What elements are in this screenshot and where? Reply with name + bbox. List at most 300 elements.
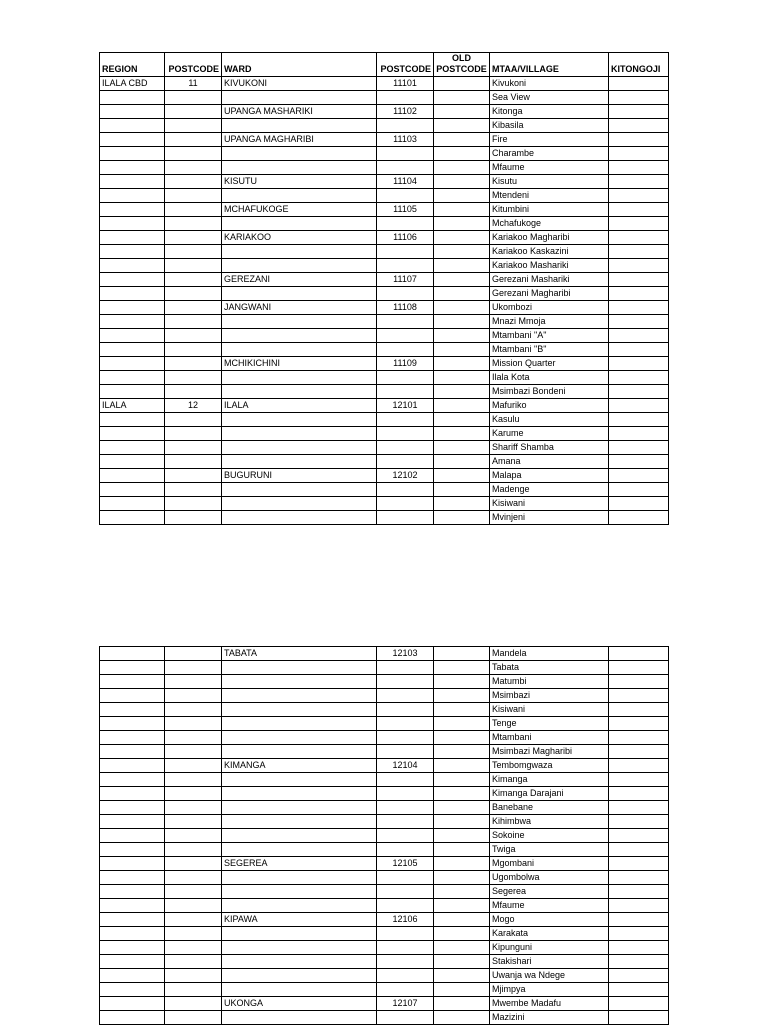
ward-postcode-cell <box>377 1011 434 1025</box>
kitongoji-cell <box>609 675 669 689</box>
ward-postcode-cell <box>377 941 434 955</box>
mtaa-cell: Uwanja wa Ndege <box>490 969 609 983</box>
ward-postcode-cell <box>377 371 434 385</box>
ward-cell <box>222 871 377 885</box>
ward-postcode-cell <box>377 217 434 231</box>
mtaa-cell: Mnazi Mmoja <box>490 315 609 329</box>
ward-cell <box>222 829 377 843</box>
postcode-cell <box>165 147 222 161</box>
kitongoji-cell <box>609 161 669 175</box>
region-cell <box>100 955 165 969</box>
kitongoji-cell <box>609 147 669 161</box>
kitongoji-cell <box>609 133 669 147</box>
postcode-cell <box>165 759 222 773</box>
ward-postcode-cell <box>377 483 434 497</box>
kitongoji-cell <box>609 955 669 969</box>
mtaa-cell: Sokoine <box>490 829 609 843</box>
region-cell <box>100 703 165 717</box>
ward-cell <box>222 217 377 231</box>
old-postcode-cell <box>434 245 490 259</box>
old-postcode-cell <box>434 259 490 273</box>
kitongoji-cell <box>609 427 669 441</box>
region-cell <box>100 661 165 675</box>
postcode-cell <box>165 273 222 287</box>
kitongoji-cell <box>609 329 669 343</box>
region-cell <box>100 203 165 217</box>
table-row <box>100 385 669 399</box>
old-postcode-cell <box>434 773 490 787</box>
old-postcode-cell <box>434 745 490 759</box>
kitongoji-cell <box>609 189 669 203</box>
ward-postcode-cell <box>377 455 434 469</box>
ward-postcode-cell: 11105 <box>377 203 434 217</box>
ward-postcode-cell <box>377 703 434 717</box>
region-cell <box>100 829 165 843</box>
kitongoji-cell <box>609 927 669 941</box>
mtaa-cell: Kasulu <box>490 413 609 427</box>
ward-postcode-cell <box>377 661 434 675</box>
old-postcode-cell <box>434 413 490 427</box>
postcode-cell <box>165 189 222 203</box>
table-row <box>100 497 669 511</box>
mtaa-cell: Gerezani Magharibi <box>490 287 609 301</box>
postcode-table-bottom <box>99 646 669 1025</box>
table-row <box>100 287 669 301</box>
table-row <box>100 203 669 217</box>
old-postcode-cell <box>434 469 490 483</box>
kitongoji-cell <box>609 357 669 371</box>
mtaa-cell: Kihimbwa <box>490 815 609 829</box>
ward-postcode-cell <box>377 161 434 175</box>
ward-postcode-cell <box>377 119 434 133</box>
mtaa-cell: Mazizini <box>490 1011 609 1025</box>
postcode-cell <box>165 301 222 315</box>
postcode-cell <box>165 203 222 217</box>
kitongoji-cell <box>609 913 669 927</box>
old-postcode-cell <box>434 231 490 245</box>
postcode-cell <box>165 231 222 245</box>
table-row <box>100 343 669 357</box>
old-postcode-cell <box>434 511 490 525</box>
postcode-header: POSTCODE <box>165 53 222 77</box>
ward-cell <box>222 259 377 273</box>
postcode-cell <box>165 1011 222 1025</box>
ward-cell: UPANGA MAGHARIBI <box>222 133 377 147</box>
table-row <box>100 941 669 955</box>
postcode-cell <box>165 441 222 455</box>
kitongoji-cell <box>609 483 669 497</box>
mtaa-cell: Tabata <box>490 661 609 675</box>
postcode-cell <box>165 329 222 343</box>
mtaa-cell: Mtambani "A" <box>490 329 609 343</box>
kitongoji-cell <box>609 843 669 857</box>
postcode-cell <box>165 955 222 969</box>
ward-postcode-cell: 11102 <box>377 105 434 119</box>
region-cell <box>100 885 165 899</box>
postcode-cell <box>165 745 222 759</box>
ward-cell: MCHAFUKOGE <box>222 203 377 217</box>
ward-postcode-cell: 11103 <box>377 133 434 147</box>
postcode-cell <box>165 787 222 801</box>
ward-cell <box>222 927 377 941</box>
region-cell <box>100 689 165 703</box>
postcode-table-top <box>99 52 669 525</box>
mtaa-cell: Karakata <box>490 927 609 941</box>
table-row <box>100 105 669 119</box>
table-row <box>100 119 669 133</box>
old-postcode-cell <box>434 189 490 203</box>
ward-postcode-cell <box>377 427 434 441</box>
table-row <box>100 773 669 787</box>
kitongoji-cell <box>609 217 669 231</box>
kitongoji-cell <box>609 455 669 469</box>
ward-postcode-cell <box>377 983 434 997</box>
table-row <box>100 997 669 1011</box>
mtaa-cell: Tenge <box>490 717 609 731</box>
kitongoji-cell <box>609 801 669 815</box>
mtaa-cell: Matumbi <box>490 675 609 689</box>
table-row <box>100 759 669 773</box>
old-postcode-cell <box>434 759 490 773</box>
region-cell <box>100 105 165 119</box>
ward-cell <box>222 413 377 427</box>
table-row <box>100 455 669 469</box>
ward-cell: TABATA <box>222 647 377 661</box>
ward-cell <box>222 717 377 731</box>
ward-cell: KISUTU <box>222 175 377 189</box>
old-postcode-cell <box>434 857 490 871</box>
table-row <box>100 161 669 175</box>
table-row <box>100 511 669 525</box>
postcode-cell <box>165 829 222 843</box>
ward-postcode-cell <box>377 329 434 343</box>
postcode-cell <box>165 217 222 231</box>
region-cell <box>100 217 165 231</box>
old-postcode-cell <box>434 871 490 885</box>
mtaa-cell: Segerea <box>490 885 609 899</box>
kitongoji-cell <box>609 77 669 91</box>
kitongoji-cell <box>609 731 669 745</box>
mtaa-cell: Fire <box>490 133 609 147</box>
kitongoji-cell <box>609 857 669 871</box>
table-row <box>100 245 669 259</box>
ward-postcode-cell <box>377 189 434 203</box>
mtaa-cell: Mafuriko <box>490 399 609 413</box>
table-row <box>100 469 669 483</box>
old-postcode-cell <box>434 287 490 301</box>
region-cell <box>100 441 165 455</box>
ward-cell <box>222 731 377 745</box>
ward-postcode-cell <box>377 689 434 703</box>
postcode-cell: 12 <box>165 399 222 413</box>
region-cell <box>100 871 165 885</box>
ward-cell <box>222 511 377 525</box>
region-cell <box>100 245 165 259</box>
postcode-cell <box>165 427 222 441</box>
region-cell: ILALA <box>100 399 165 413</box>
ward-cell <box>222 787 377 801</box>
mtaa-cell: Kariakoo Kaskazini <box>490 245 609 259</box>
ward-postcode-cell <box>377 287 434 301</box>
postcode-cell <box>165 801 222 815</box>
ward-cell <box>222 885 377 899</box>
kitongoji-cell <box>609 899 669 913</box>
ward-postcode-cell: 11104 <box>377 175 434 189</box>
old-postcode-cell <box>434 315 490 329</box>
region-cell <box>100 259 165 273</box>
table-row <box>100 815 669 829</box>
mtaa-cell: Kariakoo Mashariki <box>490 259 609 273</box>
postcode-cell <box>165 885 222 899</box>
ward-postcode-cell <box>377 899 434 913</box>
ward-postcode-cell <box>377 497 434 511</box>
mtaa-cell: Kivukoni <box>490 77 609 91</box>
region-cell <box>100 455 165 469</box>
old-postcode-cell <box>434 731 490 745</box>
region-cell <box>100 329 165 343</box>
table-row <box>100 273 669 287</box>
old-postcode-cell <box>434 969 490 983</box>
mtaa-cell: Twiga <box>490 843 609 857</box>
region-cell <box>100 675 165 689</box>
region-cell <box>100 717 165 731</box>
table-row <box>100 1011 669 1025</box>
old-postcode-cell <box>434 77 490 91</box>
postcode-cell <box>165 773 222 787</box>
kitongoji-cell <box>609 815 669 829</box>
mtaa-cell: Mtambani "B" <box>490 343 609 357</box>
kitongoji-cell <box>609 497 669 511</box>
mtaa-cell: Kimanga Darajani <box>490 787 609 801</box>
ward-cell <box>222 147 377 161</box>
kitongoji-cell <box>609 969 669 983</box>
table-row <box>100 969 669 983</box>
ward-cell <box>222 427 377 441</box>
old-postcode-cell <box>434 399 490 413</box>
mtaa-cell: Msimbazi Bondeni <box>490 385 609 399</box>
ward-postcode-cell <box>377 717 434 731</box>
kitongoji-cell <box>609 703 669 717</box>
region-cell <box>100 857 165 871</box>
region-cell <box>100 745 165 759</box>
ward-cell: SEGEREA <box>222 857 377 871</box>
postcode-cell <box>165 119 222 133</box>
old-postcode-cell <box>434 329 490 343</box>
postcode-cell <box>165 161 222 175</box>
ward-cell <box>222 455 377 469</box>
old-postcode-cell <box>434 997 490 1011</box>
table-row <box>100 983 669 997</box>
kitongoji-cell <box>609 315 669 329</box>
kitongoji-cell <box>609 983 669 997</box>
kitongoji-cell <box>609 287 669 301</box>
ward-postcode-cell <box>377 343 434 357</box>
ward-postcode-cell: 12103 <box>377 647 434 661</box>
ward-cell <box>222 843 377 857</box>
postcode-cell <box>165 245 222 259</box>
region-cell <box>100 273 165 287</box>
table-row <box>100 745 669 759</box>
table-row <box>100 843 669 857</box>
region-cell <box>100 787 165 801</box>
table-row <box>100 913 669 927</box>
postcode-cell <box>165 927 222 941</box>
mtaa-cell: Kisiwani <box>490 703 609 717</box>
mtaa-cell: Kisiwani <box>490 497 609 511</box>
postcode-cell <box>165 91 222 105</box>
table-row <box>100 717 669 731</box>
old-postcode-cell <box>434 983 490 997</box>
postcode-cell <box>165 455 222 469</box>
ward-postcode-cell <box>377 315 434 329</box>
ward-cell <box>222 983 377 997</box>
kitongoji-cell <box>609 175 669 189</box>
ward-cell <box>222 955 377 969</box>
postcode-cell <box>165 413 222 427</box>
kitongoji-cell <box>609 399 669 413</box>
postcode-cell <box>165 941 222 955</box>
old-postcode-cell <box>434 815 490 829</box>
old-postcode-cell <box>434 661 490 675</box>
kitongoji-cell <box>609 91 669 105</box>
ward-postcode-cell: 12104 <box>377 759 434 773</box>
table-row <box>100 885 669 899</box>
old-postcode-cell <box>434 217 490 231</box>
ward-postcode-cell: 12105 <box>377 857 434 871</box>
ward-cell: KIPAWA <box>222 913 377 927</box>
kitongoji-cell <box>609 343 669 357</box>
table-row <box>100 871 669 885</box>
kitongoji-cell <box>609 997 669 1011</box>
kitongoji-cell <box>609 1011 669 1025</box>
old-postcode-cell <box>434 105 490 119</box>
table-row <box>100 301 669 315</box>
old-postcode-cell <box>434 843 490 857</box>
postcode-cell <box>165 983 222 997</box>
old-postcode-cell <box>434 885 490 899</box>
mtaa-cell: Msimbazi <box>490 689 609 703</box>
region-cell <box>100 343 165 357</box>
ward-postcode-cell <box>377 843 434 857</box>
region-cell <box>100 371 165 385</box>
mtaa-cell: Ilala Kota <box>490 371 609 385</box>
mtaa-cell: Mgombani <box>490 857 609 871</box>
ward-cell: UPANGA MASHARIKI <box>222 105 377 119</box>
old-postcode-cell <box>434 913 490 927</box>
ward-postcode-cell <box>377 787 434 801</box>
ward-postcode-cell <box>377 675 434 689</box>
region-cell <box>100 189 165 203</box>
kitongoji-cell <box>609 717 669 731</box>
region-cell <box>100 815 165 829</box>
ward-cell <box>222 343 377 357</box>
mtaa-cell: Shariff Shamba <box>490 441 609 455</box>
table-row <box>100 77 669 91</box>
region-cell <box>100 1011 165 1025</box>
table-row <box>100 189 669 203</box>
mtaa-cell: Karume <box>490 427 609 441</box>
old-postcode-cell <box>434 175 490 189</box>
postcode-cell <box>165 483 222 497</box>
region-cell <box>100 469 165 483</box>
region-cell <box>100 301 165 315</box>
ward-postcode-header: POSTCODE <box>377 53 434 77</box>
ward-cell <box>222 329 377 343</box>
old-postcode-cell <box>434 941 490 955</box>
ward-cell <box>222 161 377 175</box>
table-row <box>100 413 669 427</box>
ward-cell <box>222 315 377 329</box>
ward-cell <box>222 119 377 133</box>
old-postcode-cell <box>434 955 490 969</box>
postcode-cell <box>165 133 222 147</box>
postcode-cell <box>165 511 222 525</box>
kitongoji-cell <box>609 301 669 315</box>
table-row <box>100 801 669 815</box>
old-postcode-cell <box>434 427 490 441</box>
kitongoji-cell <box>609 829 669 843</box>
region-cell <box>100 413 165 427</box>
ward-cell <box>222 385 377 399</box>
postcode-cell <box>165 469 222 483</box>
kitongoji-cell <box>609 759 669 773</box>
old-postcode-cell <box>434 483 490 497</box>
ward-postcode-cell <box>377 259 434 273</box>
ward-postcode-cell <box>377 413 434 427</box>
ward-cell <box>222 815 377 829</box>
postcode-cell <box>165 675 222 689</box>
kitongoji-cell <box>609 871 669 885</box>
ward-postcode-cell: 11108 <box>377 301 434 315</box>
postcode-cell <box>165 357 222 371</box>
mtaa-cell: Mfaume <box>490 161 609 175</box>
postcode-cell: 11 <box>165 77 222 91</box>
mtaa-cell: Charambe <box>490 147 609 161</box>
region-cell <box>100 483 165 497</box>
table-row <box>100 955 669 969</box>
ward-cell <box>222 483 377 497</box>
region-cell <box>100 315 165 329</box>
mtaa-cell: Amana <box>490 455 609 469</box>
mtaa-header: MTAA/VILLAGE <box>490 53 609 77</box>
ward-postcode-cell <box>377 871 434 885</box>
old-postcode-cell <box>434 273 490 287</box>
ward-postcode-cell <box>377 441 434 455</box>
postcode-cell <box>165 717 222 731</box>
region-cell <box>100 997 165 1011</box>
postcode-cell <box>165 661 222 675</box>
postcode-cell <box>165 899 222 913</box>
ward-cell <box>222 497 377 511</box>
ward-cell <box>222 899 377 913</box>
old-postcode-cell <box>434 689 490 703</box>
mtaa-cell: Ugombolwa <box>490 871 609 885</box>
mtaa-cell: Banebane <box>490 801 609 815</box>
postcode-cell <box>165 371 222 385</box>
ward-postcode-cell <box>377 955 434 969</box>
table-row <box>100 899 669 913</box>
ward-header: WARD <box>222 53 377 77</box>
table-row <box>100 703 669 717</box>
old-postcode-cell <box>434 703 490 717</box>
mtaa-cell: Mission Quarter <box>490 357 609 371</box>
ward-cell: KIMANGA <box>222 759 377 773</box>
postcode-cell <box>165 857 222 871</box>
ward-cell: ILALA <box>222 399 377 413</box>
table-row <box>100 329 669 343</box>
ward-postcode-cell <box>377 829 434 843</box>
old-postcode-header <box>434 53 490 77</box>
